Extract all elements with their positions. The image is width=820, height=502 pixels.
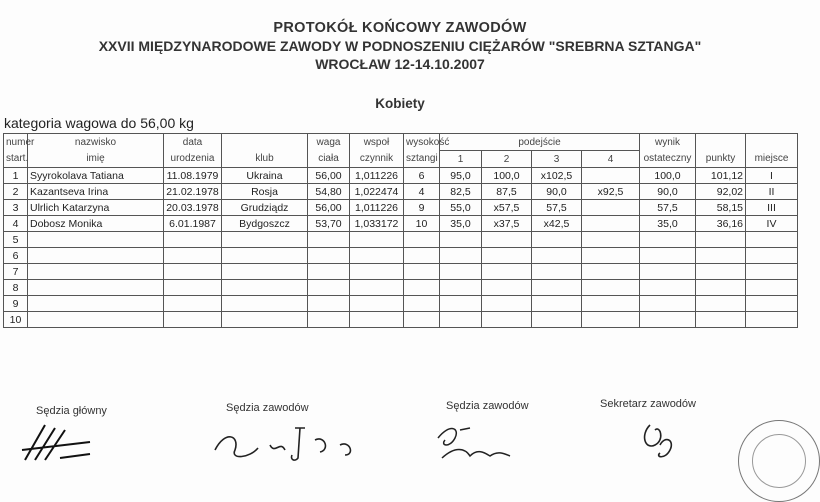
attempt-4 xyxy=(582,216,640,232)
col-header-points: punkty xyxy=(696,151,746,168)
place: IV xyxy=(746,216,798,232)
bar-height: 6 xyxy=(404,168,440,184)
body-weight: 56,00 xyxy=(308,168,350,184)
attempt-4 xyxy=(582,200,640,216)
col-header-attempt-2: 2 xyxy=(482,151,532,168)
group-heading: Kobiety xyxy=(375,96,425,111)
empty-cell xyxy=(28,296,164,312)
col-header-club-top xyxy=(222,134,308,151)
judge-1-signature xyxy=(210,420,370,463)
body-weight: 53,70 xyxy=(308,216,350,232)
judge-2-label: Sędzia zawodów xyxy=(446,400,529,412)
col-header-body: ciała xyxy=(308,151,350,168)
table-row xyxy=(4,248,798,264)
col-header-place: miejsce xyxy=(746,151,798,168)
col-header-birth: urodzenia xyxy=(164,151,222,168)
body-weight: 54,80 xyxy=(308,184,350,200)
empty-cell xyxy=(28,248,164,264)
attempt-2: x37,5 xyxy=(482,216,532,232)
col-header-club: klub xyxy=(222,151,308,168)
protocol-title: PROTOKÓŁ KOŃCOWY ZAWODÓW xyxy=(273,20,527,36)
col-header-bar: sztangi xyxy=(404,151,440,168)
points: 36,16 xyxy=(696,216,746,232)
points: 58,15 xyxy=(696,200,746,216)
bar-height: 10 xyxy=(404,216,440,232)
attempt-2: 100,0 xyxy=(482,168,532,184)
attempt-3: 90,0 xyxy=(532,184,582,200)
col-header-final: ostateczny xyxy=(640,151,696,168)
col-header-coef: wspoł xyxy=(350,134,404,151)
col-header-points-top xyxy=(696,134,746,151)
bar-height: 9 xyxy=(404,200,440,216)
table-row xyxy=(4,216,798,232)
table-row xyxy=(4,264,798,280)
attempt-3: x42,5 xyxy=(532,216,582,232)
table-row xyxy=(4,200,798,216)
start-number: 8 xyxy=(4,280,28,296)
coefficient: 1,011226 xyxy=(350,168,404,184)
attempt-4 xyxy=(582,168,640,184)
club: Grudziądz xyxy=(222,200,308,216)
attempt-2: 87,5 xyxy=(482,184,532,200)
chief-judge-signature xyxy=(20,420,100,463)
col-header-firstname: imię xyxy=(28,151,164,168)
col-header-place-top xyxy=(746,134,798,151)
col-header-factor: czynnik xyxy=(350,151,404,168)
attempt-3: x102,5 xyxy=(532,168,582,184)
secretary-signature xyxy=(630,415,690,463)
empty-cell xyxy=(28,264,164,280)
empty-cell xyxy=(28,280,164,296)
start-number: 3 xyxy=(4,200,28,216)
attempt-1: 55,0 xyxy=(440,200,482,216)
coefficient: 1,022474 xyxy=(350,184,404,200)
col-header-number: numer xyxy=(4,134,28,151)
place: II xyxy=(746,184,798,200)
table-row xyxy=(4,312,798,328)
col-header-result: wynik xyxy=(640,134,696,151)
points: 92,02 xyxy=(696,184,746,200)
table-row xyxy=(4,280,798,296)
points: 101,12 xyxy=(696,168,746,184)
competition-place-date: WROCŁAW 12-14.10.2007 xyxy=(315,56,485,72)
judge-1-label: Sędzia zawodów xyxy=(226,402,309,414)
athlete-name: Dobosz Monika xyxy=(28,216,164,232)
col-header-attempts: podejście xyxy=(440,134,640,151)
table-row xyxy=(4,232,798,248)
col-header-start: start. xyxy=(4,151,28,168)
table-row xyxy=(4,296,798,312)
official-stamp-inner xyxy=(752,434,806,488)
start-number: 5 xyxy=(4,232,28,248)
table-row xyxy=(4,168,798,184)
final-result: 100,0 xyxy=(640,168,696,184)
col-header-attempt-1: 1 xyxy=(440,151,482,168)
athlete-name: Kazantseva Irina xyxy=(28,184,164,200)
place: I xyxy=(746,168,798,184)
coefficient: 1,033172 xyxy=(350,216,404,232)
attempt-1: 82,5 xyxy=(440,184,482,200)
final-result: 35,0 xyxy=(640,216,696,232)
final-result: 90,0 xyxy=(640,184,696,200)
bar-height: 4 xyxy=(404,184,440,200)
col-header-bar-height: wysokość xyxy=(404,134,440,151)
coefficient: 1,011226 xyxy=(350,200,404,216)
weight-category: kategoria wagowa do 56,00 kg xyxy=(4,115,194,131)
attempt-1: 35,0 xyxy=(440,216,482,232)
col-header-surname: nazwisko xyxy=(28,134,164,151)
athlete-name: Syyrokolava Tatiana xyxy=(28,168,164,184)
start-number: 1 xyxy=(4,168,28,184)
birth-date: 11.08.1979 xyxy=(164,168,222,184)
attempt-2: x57,5 xyxy=(482,200,532,216)
club: Rosja xyxy=(222,184,308,200)
start-number: 9 xyxy=(4,296,28,312)
club: Ukraina xyxy=(222,168,308,184)
start-number: 7 xyxy=(4,264,28,280)
body-weight: 56,00 xyxy=(308,200,350,216)
birth-date: 21.02.1978 xyxy=(164,184,222,200)
table-row xyxy=(4,184,798,200)
results-table xyxy=(3,133,798,328)
birth-date: 20.03.1978 xyxy=(164,200,222,216)
empty-cell xyxy=(28,232,164,248)
club: Bydgoszcz xyxy=(222,216,308,232)
start-number: 10 xyxy=(4,312,28,328)
start-number: 6 xyxy=(4,248,28,264)
judge-2-signature xyxy=(430,418,520,463)
secretary-label: Sekretarz zawodów xyxy=(600,398,696,410)
col-header-attempt-4: 4 xyxy=(582,151,640,168)
final-result: 57,5 xyxy=(640,200,696,216)
col-header-weight: waga xyxy=(308,134,350,151)
col-header-date: data xyxy=(164,134,222,151)
empty-cell xyxy=(28,312,164,328)
chief-judge-label: Sędzia główny xyxy=(36,405,107,417)
competition-name: XXVII MIĘDZYNARODOWE ZAWODY W PODNOSZENIU CIĘŻARÓW "SREBRNA SZTANGA" xyxy=(98,38,702,54)
attempt-3: 57,5 xyxy=(532,200,582,216)
athlete-name: Ulrlich Katarzyna xyxy=(28,200,164,216)
attempt-1: 95,0 xyxy=(440,168,482,184)
start-number: 2 xyxy=(4,184,28,200)
birth-date: 6.01.1987 xyxy=(164,216,222,232)
col-header-attempt-3: 3 xyxy=(532,151,582,168)
place: III xyxy=(746,200,798,216)
start-number: 4 xyxy=(4,216,28,232)
attempt-4: x92,5 xyxy=(582,184,640,200)
